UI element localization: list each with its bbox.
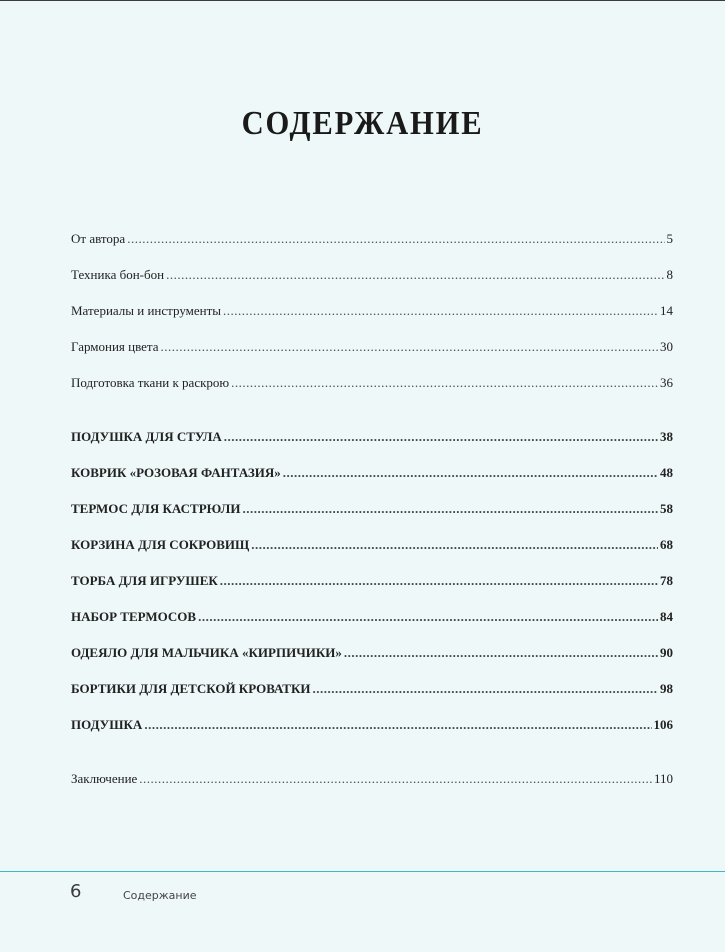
toc-entry-label: ТОРБА ДЛЯ ИГРУШЕК — [71, 573, 218, 588]
toc-entry-project[interactable] — [71, 465, 673, 485]
leader-dots — [144, 717, 651, 733]
leader-dots — [231, 375, 658, 391]
leader-dots — [127, 231, 664, 247]
leader-dots — [224, 429, 658, 445]
leader-dots — [242, 501, 658, 517]
toc-entry-project[interactable] — [71, 501, 673, 521]
leader-dots — [313, 681, 658, 697]
toc-entry-label: ОДЕЯЛО ДЛЯ МАЛЬЧИКА «КИРПИЧИКИ» — [71, 645, 342, 660]
toc-entry[interactable] — [71, 231, 673, 251]
leader-dots — [251, 537, 658, 553]
toc-entry-page: 58 — [660, 501, 673, 516]
toc-entry-label: КОРЗИНА ДЛЯ СОКРОВИЩ — [71, 537, 250, 552]
leader-dots — [161, 339, 658, 355]
leader-dots — [283, 465, 658, 481]
toc-entry-page: 8 — [666, 267, 673, 282]
toc-entry[interactable] — [71, 339, 673, 359]
footer-section-title: Содержание — [123, 889, 197, 902]
toc-entry-project[interactable] — [71, 573, 673, 593]
toc-entry-label: НАБОР ТЕРМОСОВ — [71, 609, 197, 624]
footer-page-number: 6 — [70, 881, 82, 902]
toc-entry-label: Подготовка ткани к раскрою — [71, 375, 230, 390]
toc-entry-project[interactable] — [71, 681, 673, 701]
toc-entry-project[interactable] — [71, 717, 673, 737]
toc-entry-page: 5 — [666, 231, 673, 246]
toc-entry-page: 110 — [653, 771, 673, 786]
toc-entry[interactable] — [71, 375, 673, 395]
toc-entry-label: Техника бон-бон — [71, 267, 165, 282]
toc-entry-label: Гармония цвета — [71, 339, 159, 354]
toc-entry-page: 48 — [660, 465, 673, 480]
leader-dots — [220, 573, 658, 589]
toc-entry-label: Материалы и инструменты — [71, 303, 222, 318]
toc-entry[interactable] — [71, 267, 673, 287]
toc-entry-page: 14 — [660, 303, 673, 318]
toc-entry-page: 84 — [660, 609, 673, 624]
toc-entry-page: 30 — [660, 339, 673, 354]
toc-entry-project[interactable] — [71, 645, 673, 665]
toc-entry[interactable] — [71, 771, 673, 791]
leader-dots — [344, 645, 658, 661]
leader-dots — [166, 267, 664, 283]
toc-entry-page: 90 — [660, 645, 673, 660]
toc-entry-label: ПОДУШКА — [71, 717, 143, 732]
toc-entry-label: БОРТИКИ ДЛЯ ДЕТСКОЙ КРОВАТКИ — [71, 681, 311, 696]
toc-entry-page: 78 — [660, 573, 673, 588]
toc-entry-label: КОВРИК «РОЗОВАЯ ФАНТАЗИЯ» — [71, 465, 281, 480]
toc-entry-label: От автора — [71, 231, 126, 246]
toc-entry-page: 68 — [660, 537, 673, 552]
toc-entry-page: 36 — [660, 375, 673, 390]
leader-dots — [139, 771, 652, 787]
toc-entry-page: 38 — [660, 429, 673, 444]
footer-rule — [0, 871, 725, 872]
leader-dots — [223, 303, 658, 319]
toc-entry-project[interactable] — [71, 429, 673, 449]
toc-entry-page: 106 — [653, 717, 673, 732]
toc-entry-project[interactable] — [71, 609, 673, 629]
page-title: СОДЕРЖАНИЕ — [241, 105, 484, 142]
toc-entry-page: 98 — [660, 681, 673, 696]
toc-entry-label: ПОДУШКА ДЛЯ СТУЛА — [71, 429, 222, 444]
toc-entry-label: Заключение — [71, 771, 138, 786]
toc-entry-project[interactable] — [71, 537, 673, 557]
leader-dots — [198, 609, 658, 625]
toc-entry-label: ТЕРМОС ДЛЯ КАСТРЮЛИ — [71, 501, 241, 516]
toc-entry[interactable] — [71, 303, 673, 323]
